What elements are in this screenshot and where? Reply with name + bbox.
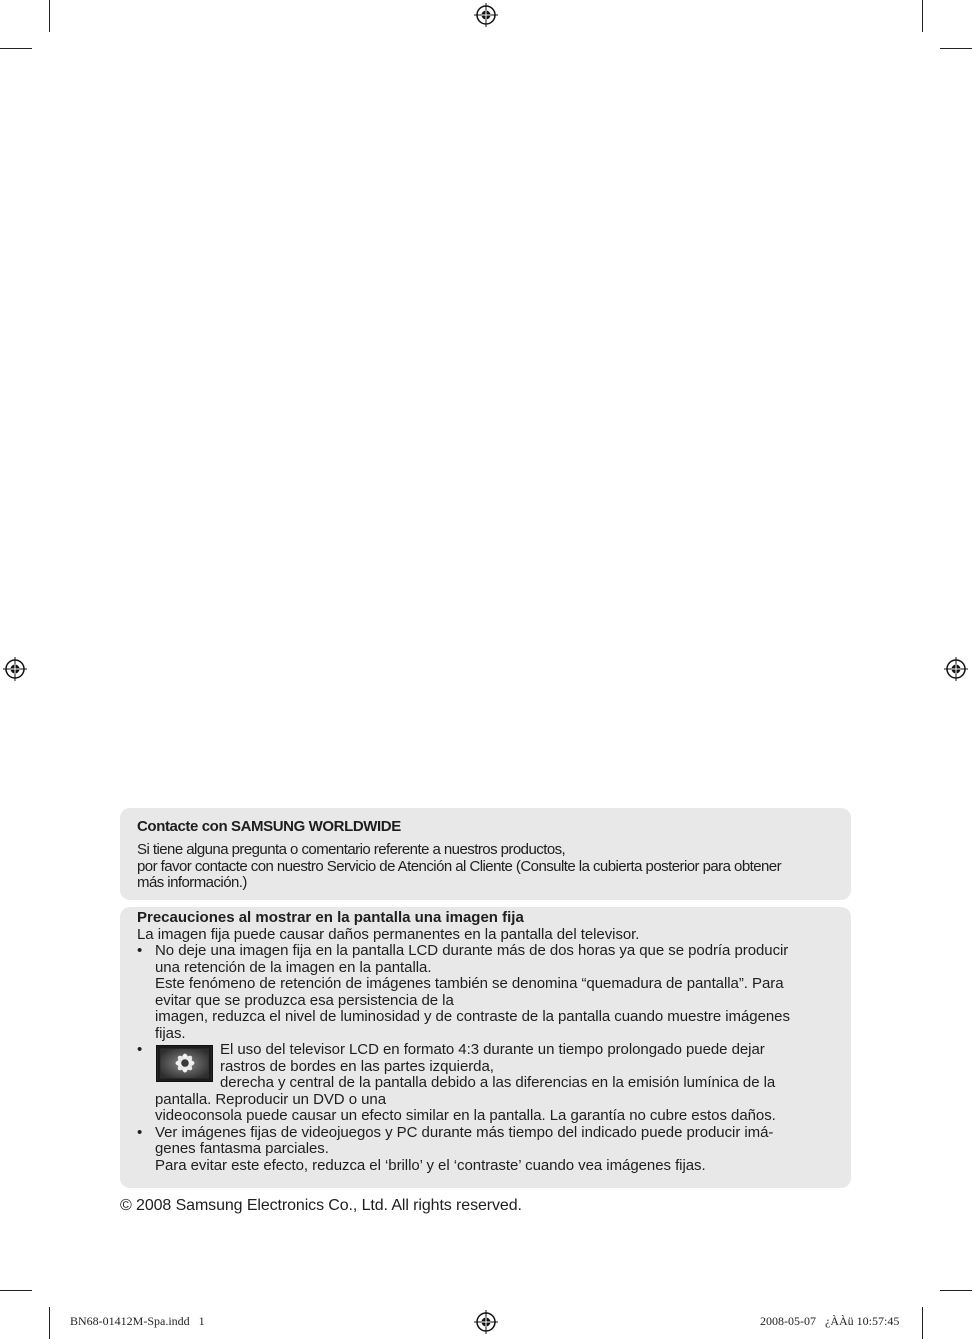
precaution-line: derecha y central de la pantalla debido a las diferencias en la emisión lumínica de la	[220, 1074, 776, 1091]
precaution-line: videoconsola puede causar un efecto similar en la pantalla. La garantía no cubre estos daños.	[155, 1107, 776, 1124]
precautions-box	[120, 907, 851, 1188]
contact-line: Si tiene alguna pregunta o comentario referente a nuestros productos,	[137, 841, 566, 858]
precaution-line: evitar que se produzca esa persistencia de la	[155, 991, 454, 1009]
precaution-line: genes fantasma parciales.	[155, 1140, 329, 1157]
crop-mark-bottom-left-horizontal	[0, 1290, 32, 1291]
contact-box	[120, 808, 851, 900]
crop-mark-bottom-left-vertical	[49, 1307, 50, 1339]
crop-mark-bottom-right-vertical	[922, 1307, 923, 1339]
registration-mark-top-icon	[473, 2, 499, 28]
precaution-line: Ver imágenes fijas de videojuegos y PC durante más tiempo del indicado puede producir imá-	[155, 1123, 774, 1141]
footer-file-name: BN68-01412M-Spa.indd 1	[70, 1314, 205, 1328]
precaution-line: No deje una imagen fija en la pantalla LCD durante más de dos horas ya que se podría producir	[155, 942, 789, 959]
footer-timestamp: 2008-05-07 ¿ÀÀü 10:57:45	[760, 1314, 900, 1328]
precaution-line: El uso del televisor LCD en formato 4:3 durante un tiempo prolongado puede dejar	[220, 1041, 765, 1058]
precaution-item-2	[137, 1042, 841, 1125]
crop-mark-bottom-right-horizontal	[940, 1290, 972, 1291]
bullet-symbol: •	[137, 1041, 143, 1058]
precaution-line: fijas.	[155, 1024, 186, 1042]
crop-mark-top-left-vertical	[49, 0, 50, 32]
registration-mark-bottom-icon	[473, 1309, 499, 1335]
registration-mark-left-icon	[2, 656, 28, 682]
crop-mark-top-left-horizontal	[0, 48, 32, 49]
precaution-line: imagen, reduzca el nivel de luminosidad y de contraste de la pantalla cuando muestre imágenes	[155, 1008, 790, 1025]
precautions-title: Precauciones al mostrar en la pantalla una imagen fija	[137, 909, 524, 926]
contact-line: más información.)	[137, 874, 247, 891]
tv-flower-thumbnail-icon	[156, 1045, 213, 1082]
bullet-symbol: •	[137, 942, 143, 959]
precautions-intro: La imagen fija puede causar daños permanentes en la pantalla del televisor.	[137, 925, 640, 943]
precaution-line: Este fenómeno de retención de imágenes también se denomina “quemadura de pantalla”. Para	[155, 975, 784, 992]
registration-mark-right-icon	[943, 656, 969, 682]
copyright-notice: © 2008 Samsung Electronics Co., Ltd. All rights reserved.	[120, 1197, 522, 1214]
precaution-item-1	[137, 943, 841, 1042]
precaution-line: rastros de bordes en las partes izquierda,	[220, 1057, 494, 1075]
contact-title: Contacte con SAMSUNG WORLDWIDE	[137, 818, 401, 835]
crop-mark-top-right-horizontal	[940, 48, 972, 49]
contact-line: por favor contacte con nuestro Servicio de Atención al Cliente (Consulte la cubierta posterior para obtener	[137, 857, 782, 875]
precaution-line: Para evitar este efecto, reduzca el ‘brillo’ y el ‘contraste’ cuando vea imágenes fijas.	[155, 1156, 706, 1174]
precaution-item-3	[137, 1125, 841, 1175]
crop-mark-top-right-vertical	[922, 0, 923, 32]
precaution-line: pantalla. Reproducir un DVD o una	[155, 1090, 386, 1108]
contact-body	[137, 842, 845, 892]
bullet-symbol: •	[137, 1123, 143, 1141]
precaution-line: una retención de la imagen en la pantalla.	[155, 958, 432, 976]
